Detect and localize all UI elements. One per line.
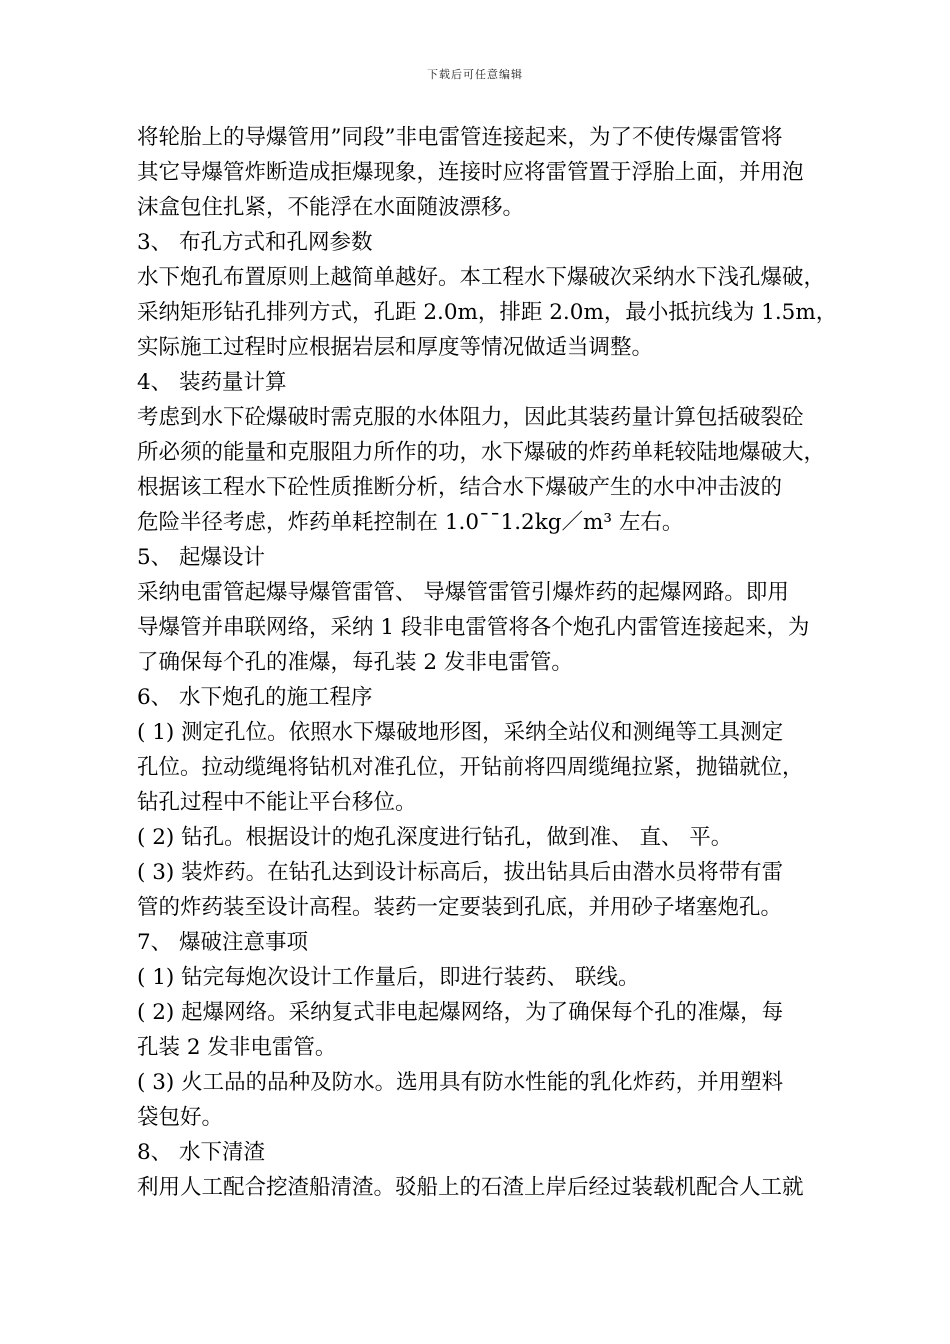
text-line: 钻孔过程中不能让平台移位。 (137, 790, 417, 815)
text-line: ( 3) 装炸药。在钻孔达到设计标高后，拔出钻具后由潜水员将带有雷 (137, 860, 784, 885)
text-line: ( 2) 钻孔。根据设计的炮孔深度进行钻孔，做到准、 直、 平。 (137, 825, 733, 850)
text-line: 危险半径考虑，炸药单耗控制在 1.0¯¯1.2kg／m³ 左右。 (137, 510, 684, 535)
text-line: 考虑到水下砼爆破时需克服的水体阻力，因此其装药量计算包括破裂砼 (137, 405, 804, 430)
text-line: 实际施工过程时应根据岩层和厚度等情况做适当调整。 (137, 335, 654, 360)
page-header: 下载后可任意编辑 (427, 68, 523, 81)
text-line: 孔位。拉动缆绳将钻机对准孔位，开钻前将四周缆绳拉紧，抛锚就位， (137, 755, 804, 780)
text-line: 其它导爆管炸断造成拒爆现象，连接时应将雷管置于浮胎上面，并用泡 (137, 160, 804, 185)
section-heading: 6、 水下炮孔的施工程序 (137, 685, 373, 710)
text-line: 袋包好。 (137, 1105, 224, 1130)
text-line: 采纳矩形钻孔排列方式，孔距 2.0m，排距 2.0m，最小抵抗线为 1.5m， (137, 300, 838, 325)
section-heading: 5、 起爆设计 (137, 545, 266, 570)
text-line: 根据该工程水下砼性质推断分析，结合水下爆破产生的水中冲击波的 (137, 475, 783, 500)
section-heading: 3、 布孔方式和孔网参数 (137, 230, 373, 255)
text-line: ( 1) 测定孔位。依照水下爆破地形图，采纳全站仪和测绳等工具测定 (137, 720, 784, 745)
text-line: 利用人工配合挖渣船清渣。驳船上的石渣上岸后经过装载机配合人工就 (137, 1175, 804, 1200)
text-line: 将轮胎上的导爆管用”同段”非电雷管连接起来，为了不使传爆雷管将 (137, 125, 783, 150)
text-line: 水下炮孔布置原则上越简单越好。本工程水下爆破次采纳水下浅孔爆破， (137, 265, 826, 290)
document-body (137, 120, 867, 1205)
section-heading: 8、 水下清渣 (137, 1140, 266, 1165)
text-line: 了确保每个孔的准爆，每孔装 2 发非电雷管。 (137, 650, 573, 675)
text-line: 管的炸药装至设计高程。装药一定要装到孔底，并用砂子堵塞炮孔。 (137, 895, 783, 920)
text-line: 沫盒包住扎紧，不能浮在水面随波漂移。 (137, 195, 525, 220)
section-heading: 4、 装药量计算 (137, 370, 287, 395)
text-line: 采纳电雷管起爆导爆管雷管、 导爆管雷管引爆炸药的起爆网路。即用 (137, 580, 789, 605)
text-line: ( 3) 火工品的品种及防水。选用具有防水性能的乳化炸药，并用塑料 (137, 1070, 784, 1095)
section-heading: 7、 爆破注意事项 (137, 930, 309, 955)
text-line: ( 1) 钻完每炮次设计工作量后，即进行装药、 联线。 (137, 965, 640, 990)
text-line: ( 2) 起爆网络。采纳复式非电起爆网络，为了确保每个孔的准爆，每 (137, 1000, 784, 1025)
text-line: 导爆管并串联网络，采纳 1 段非电雷管将各个炮孔内雷管连接起来，为 (137, 615, 810, 640)
text-line: 孔装 2 发非电雷管。 (137, 1035, 337, 1060)
text-line: 所必须的能量和克服阻力所作的功，水下爆破的炸药单耗较陆地爆破大， (137, 440, 826, 465)
